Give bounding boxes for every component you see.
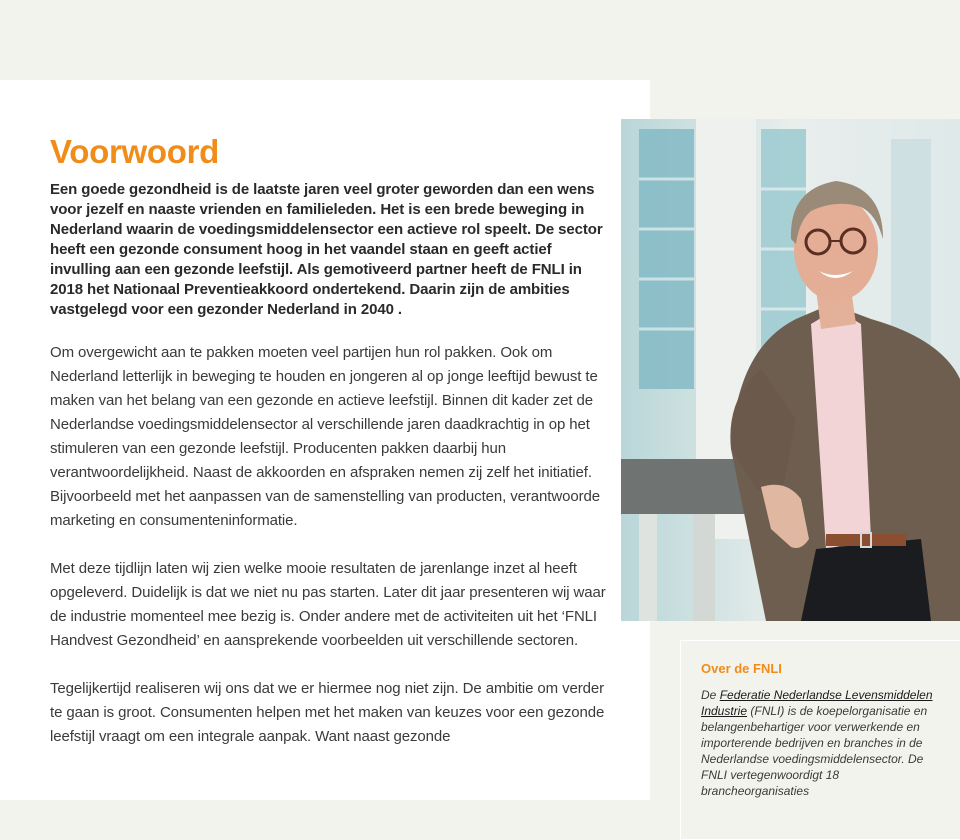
about-text [701,687,941,799]
about-body: (FNLI) is de koepelorganisatie en belangenbehartiger voor verwerkende en importerende bedrijven en branches in de Nederlandse voedingsmiddelensector. De FNLI vertegenwoordigt 18 brancheorganisaties [701,704,928,798]
body-paragraph-2: Met deze tijdlijn laten wij zien welke mooie resultaten de jarenlange inzet al heeft opgeleverd. Duidelijk is dat we niet nu pas starten. Later dit jaar presenteren wij waar de industrie momenteel mee bezig is. Onder andere met de activiteiten uit het ‘FNLI Handvest Gezondheid’ en aansprekende voorbeelden uit verschillende sectoren. [50,560,606,649]
intro-paragraph: Een goede gezondheid is de laatste jaren veel groter geworden dan een wens voor jezelf en naaste vrienden en familieleden. Het is een brede beweging in Nederland waarin de voedingsmiddelensector een actieve rol speelt. De sector heeft een gezonde consument hoog in het vaandel staan en geeft actief invulling aan een gezonde leefstijl. Als gemotiveerd partner heeft de FNLI in 2018 het Nationaal Preventieakkoord ondertekend. Daarin zijn de ambities vastgelegd voor een gezonder Nederland in 2040 . [50,181,603,318]
portrait-photo [621,119,960,621]
article [50,130,610,749]
fnli-link[interactable]: Federatie Nederlandse Levensmiddelen Industrie [701,688,933,718]
body-paragraph-3: Tegelijkertijd realiseren wij ons dat we er hiermee nog niet zijn. De ambitie om verder te gaan is groot. Consumenten helpen met het maken van keuzes voor een gezonde leefstijl vraagt om een integrale aanpak. Want naast gezonde [50,680,605,745]
about-title: Over de FNLI [701,661,782,676]
body-paragraph-1: Om overgewicht aan te pakken moeten veel partijen hun rol pakken. Ook om Nederland letterlijk in beweging te houden en jongeren al op jonge leeftijd bewust te maken van het belang van een gezonde en actieve leefstijl. Binnen dit kader zet de Nederlandse voedingsmiddelensector al verschillende jaren daadkrachtig in op het stimuleren van een gezonde leefstijl. Producenten pakken daarbij hun verantwoordelijkheid. Naast de akkoorden en afspraken nemen zij zelf het initiatief. Bijvoorbeeld met het aanpassen van de samenstelling van producten, verantwoorde marketing en consumenteninformatie. [50,344,600,529]
about-fnli-box [680,640,960,840]
about-prefix: De [701,688,720,702]
page-title: Voorwoord [50,133,220,170]
